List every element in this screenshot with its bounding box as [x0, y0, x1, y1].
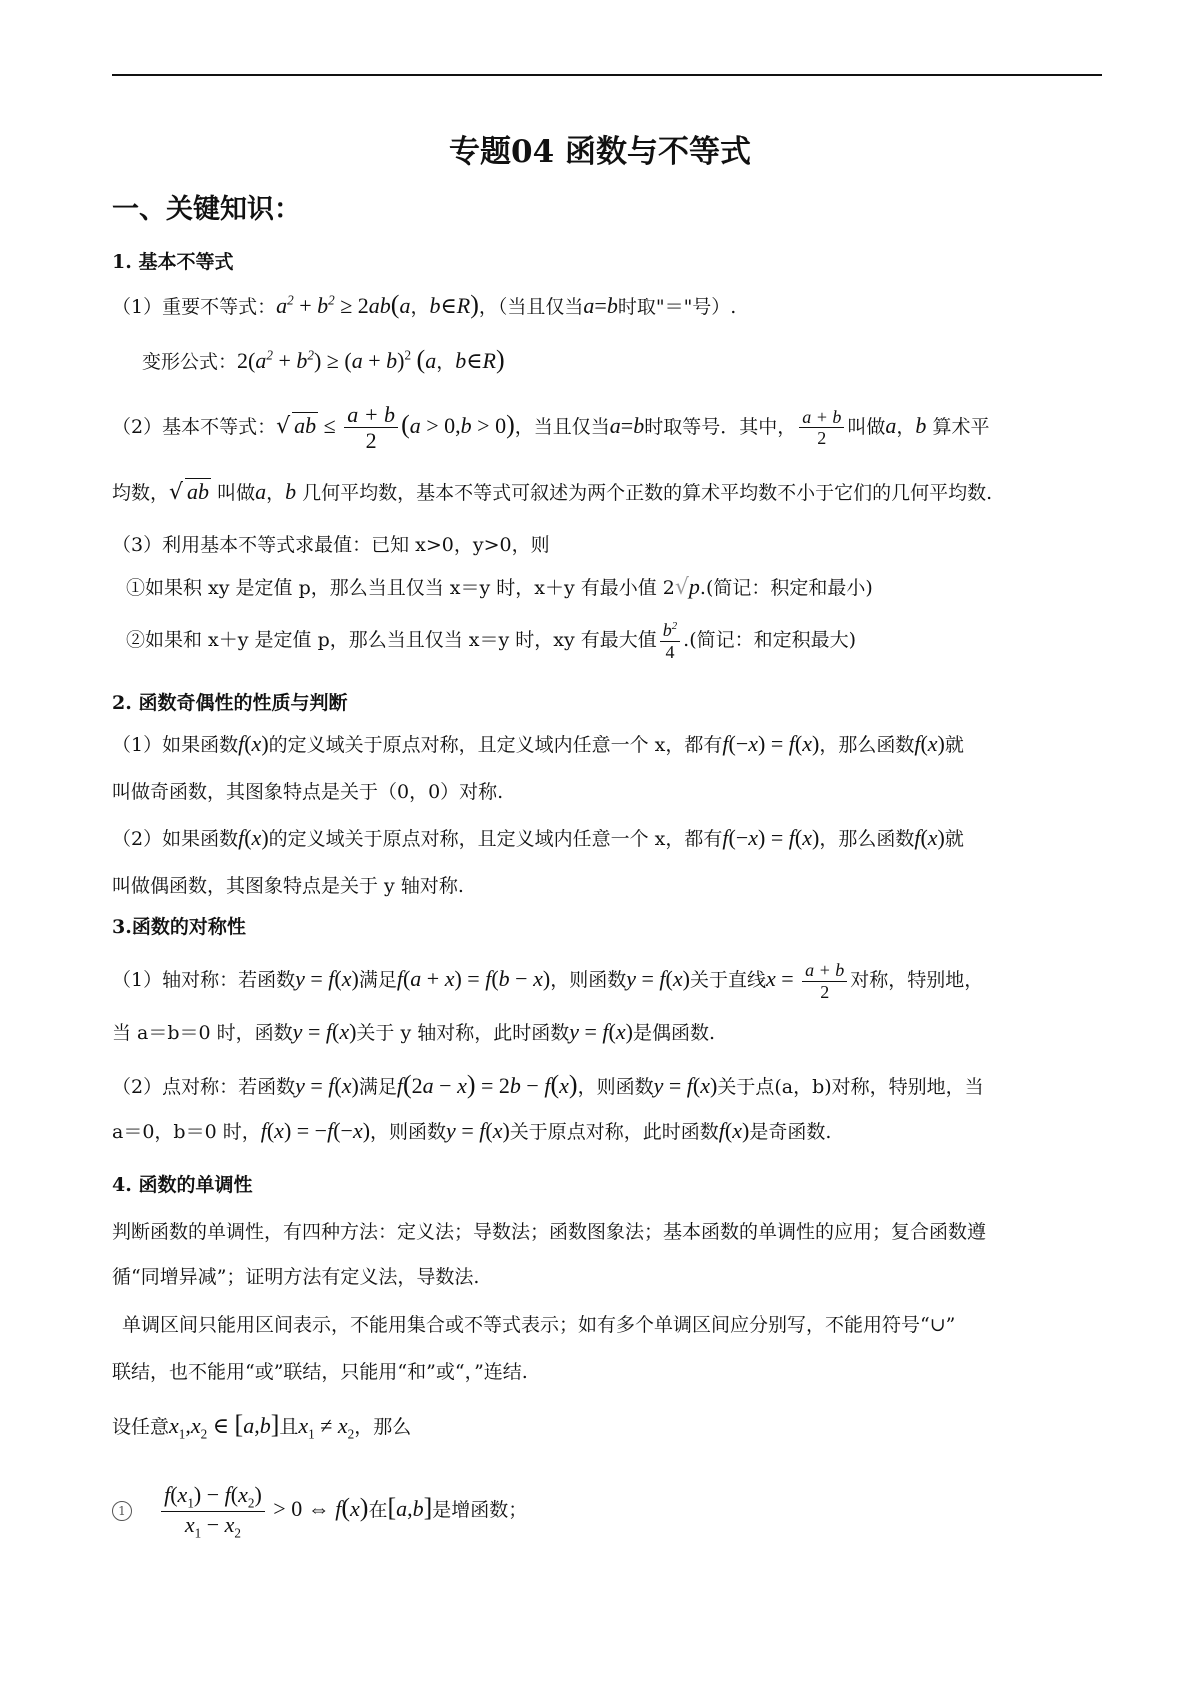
- section-heading: 一、关键知识：: [112, 194, 301, 225]
- line-axis-symmetry: （1）轴对称：若函数y = f(x)满足f(a + x) = f(b − x)，则函数y = f(x)关于直线x = $\frac{a + b}{2}$ 对称，特别地，: [112, 960, 984, 1002]
- line-axis-symmetry-cont: 当 a＝b＝0 时，函数y = f(x)关于 y 轴对称，此时函数y = f(x)是偶函数.: [112, 1019, 716, 1044]
- line-transform-formula: 变形公式：$2(a^2 + b^2) \ge (a + b)^2$ (a，b∈R): [142, 345, 505, 374]
- line-sum-fixed: ②如果和 x＋y 是定值 p，那么当且仅当 x＝y 时，xy 有最大值 $\frac{b^2}{4}$ .(简记：和定积最大): [126, 620, 857, 662]
- heading-basic-inequality: 1. 基本不等式: [112, 251, 234, 273]
- heading-monotonicity: 4. 函数的单调性: [112, 1174, 253, 1196]
- line-even-function: （2）如果函数f(x)的定义域关于原点对称，且定义域内任意一个 x，都有f(−x) = f(x)，那么函数f(x)就: [112, 825, 964, 850]
- heading-symmetry: 3.函数的对称性: [112, 916, 246, 938]
- line-basic-inequality: （2）基本不等式：√ ab ≤ $\frac{a + b}{2}$ (a > 0,b > 0)，当且仅当a=b时取等号．其中， $\frac{a + b}{2}$ 叫做a，b 算术平: [112, 402, 990, 454]
- line-geometric-mean: 均数，√ ab 叫做a，b 几何平均数，基本不等式可叙述为两个正数的算术平均数不小于它们的几何平均数.: [112, 479, 993, 505]
- line-monotonicity-1: 判断函数的单调性，有四种方法：定义法；导数法；函数图象法；基本函数的单调性的应用；复合函数遵: [112, 1221, 987, 1243]
- line-important-inequality: （1）重要不等式：$a^2 + b^2 \ge 2ab(a$，b∈R)，（当且仅当a=b时取"＝"号）.: [112, 290, 737, 319]
- line-monotonicity-4: 联结，也不能用“或”联结，只能用“和”或“，”连结.: [112, 1361, 528, 1383]
- line-odd-function: （1）如果函数f(x)的定义域关于原点对称，且定义域内任意一个 x，都有f(−x) = f(x)，那么函数f(x)就: [112, 731, 964, 756]
- line-monotonicity-2: 循“同增异减”；证明方法有定义法，导数法.: [112, 1266, 480, 1288]
- line-monotonicity-3: 单调区间只能用区间表示，不能用集合或不等式表示；如有多个单调区间应分别写，不能用符号“∪”: [122, 1314, 956, 1336]
- line-odd-function-cont: 叫做奇函数，其图象特点是关于（0，0）对称.: [112, 781, 504, 803]
- line-product-fixed: ①如果积 xy 是定值 p，那么当且仅当 x＝y 时，x＋y 有最小值 2√p.(简记：积定和最小): [126, 574, 873, 600]
- heading-parity: 2. 函数奇偶性的性质与判断: [112, 692, 348, 714]
- line-max-min-intro: （3）利用基本不等式求最值：已知 x>0，y>0，则: [112, 534, 550, 556]
- item-number-circle: 1: [112, 1501, 132, 1521]
- page-title: 专题04 函数与不等式: [449, 134, 751, 170]
- line-even-function-cont: 叫做偶函数，其图象特点是关于 y 轴对称.: [112, 875, 464, 897]
- header-rule: [112, 74, 1102, 76]
- line-point-symmetry: （2）点对称：若函数y = f(x)满足f(2a − x) = 2b − f(x)，则函数y = f(x)关于点(a，b)对称，特别地，当: [112, 1070, 984, 1099]
- line-point-symmetry-cont: a＝0，b＝0 时，f(x) = −f(−x)，则函数y = f(x)关于原点对称，此时函数f(x)是奇函数.: [112, 1118, 832, 1143]
- line-arbitrary-x: 设任意$x_1,x_2$ ∈ [a,b]且$x_1 \ne x_2$，那么: [112, 1410, 412, 1442]
- line-increasing-criterion: 1 $\frac{f(x_1) - f(x_2)}{x_1 - x_2}$ > 0 ⇔ f(x)在[a,b]是增函数；: [112, 1482, 527, 1540]
